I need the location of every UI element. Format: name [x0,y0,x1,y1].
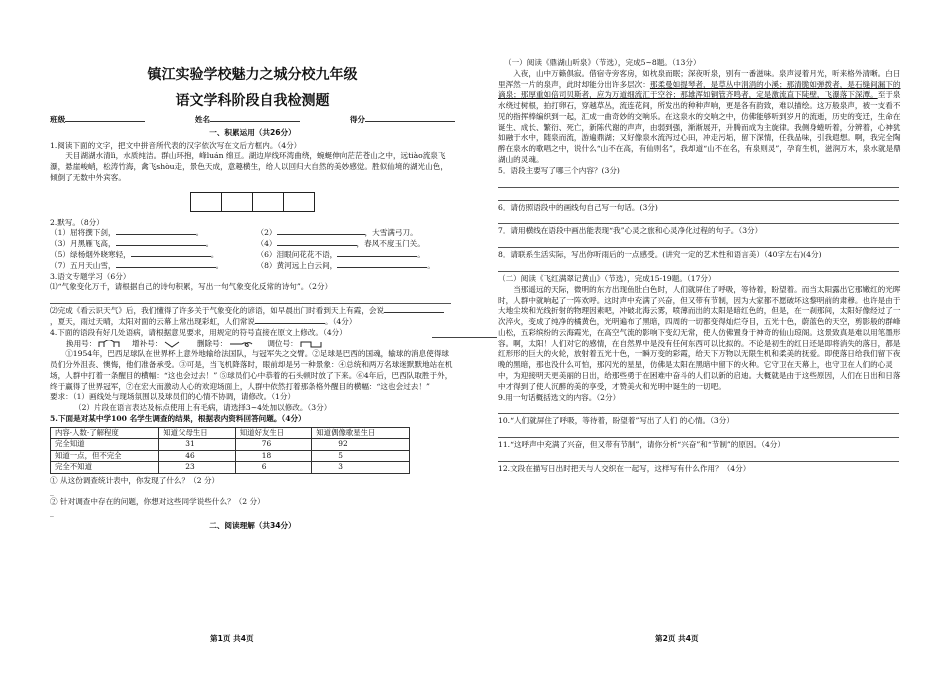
q2-prompt: 2.默写。（8分） [50,217,104,227]
table-cell: 46 [159,450,236,462]
survey-table [50,427,410,474]
answer-line[interactable] [498,190,899,201]
q2-item: （7）五月天山雪， [50,260,116,270]
q2-item: （5）绿杨烟外晓寒轻， [50,250,131,260]
table-cell: 76 [235,439,312,451]
q10: 10.“人们就屏住了呼吸，等待着，盼望着”写出了人们 的心情。（3分） [498,416,734,426]
q4-symbols: 换用号： 增补号： 删除号： 调位号： [50,339,455,350]
exam-title-line2: 语文学科阶段自我检测题 [175,93,330,109]
table-cell: 3 [312,462,410,474]
q2-item: 。 [205,239,214,249]
answer-line[interactable] [50,293,451,304]
q2-item: （3）月黑雁飞高， [50,239,116,249]
q5-part1-blank[interactable]: _ [50,486,54,496]
table-header-cell: 知道偶像歌星生日 [312,427,410,439]
answer-line[interactable] [498,213,899,224]
q5-part1: ① 从这份调查统计表中，你发现了什么？（2 分） [50,475,220,485]
q2-item: 。 [215,260,224,270]
column-divider [432,337,497,338]
table-cell: 完全知道 [51,439,159,451]
info-row [50,115,455,126]
q4-passage: ①1954年，巴西足球队在世界杯上意外地输给法国队，与冠军失之交臂。②足球是巴西的国魂，输球的消息使得球员们分外沮丧、懊悔，他们准备承受。③可是，当飞机降落时，眼前却是另一种景象：④总统和两万名球迷默默地站在机场，人群中打着一条醒目的横幅：“这也会过去！” ⑤球员们心中恭着的石头顿时放了下来。⑥4年后，巴西队取胜于外，终于赢得了世界冠军，⑦在宏大而激动人心的欢迎场面上，人群中依然打着那条格外醒目的横幅：“这也会过去！” [50,349,453,391]
replace-mark-icon [98,340,120,348]
table-header-row [51,427,410,439]
class-label: 班级 [50,115,66,124]
q1-prompt: 1.阅读下面的文字，把文中拼音所代表的汉字依次写在文后方框内。（4分） [50,140,302,150]
q11: 11.“这呼声中充满了兴奋，但又带有节制”，请你分析“兴奋”和“节制”的原因。（4分） [498,440,785,450]
q6: 6．请仿照语段中的画线句自己写一句话。(3分) [498,202,658,212]
answer-box[interactable] [190,192,222,212]
q8: 8．请联系生活实际，写出你听雨后的一点感受。(讲究一定的艺术性和语言美）（40字左右)(4分) [498,250,822,260]
exam-title-line1: 镇江实验学校魅力之城分校九年级 [147,67,358,83]
reading-2-prompt: （二）阅读《飞红满翠记黄山》（节选），完成15-19题。（17分） [498,273,716,283]
table-cell: 知道一点，但不完全 [51,450,159,462]
q5-part2: ② 针对调查中存在的问题，你想对这些同学说些什么？（2 分） [50,497,265,507]
reading-2-passage: 当那遥远的天际，微明的东方出现鱼肚白色时，人们就屏住了呼吸，等待着，盼望着。而当太阳露出它那嫩红的光晖时，人群中就响起了一阵欢呼。这时声中充满了兴奋，但又带有节制，因为大家都不愿破坏这黎明前的肃穆。也许是由于大地尘埃和光线折射的物理因素吧，冲破北海云雾，喷薄而出的太阳是暗红色的，但是，在一刹那间，太阳好像经过了一次淬火，变成了纯净的橘黄色，光明遍布了黑暗，四周的一切都变得灿烂夺目，五光十色，蔚蓝色的天空，剪影般的群峰山松，五彩缤纷的云海霞光，在高空气流的影响下变幻无常，使人仿佛置身于神奇的仙山琼阁。这景致真是难以用笔墨形容。啊，太阳！人们对它的感情，在自然界中是没有任何东西可以比拟的。不论是初生的红日还是即将消失的落日，都是红形形的巨大的火轮，放射着五光十色，一瞬万变的彩霞，给天下万物以无限生机和柔美的抚爱。即使落日给我们留下夜晚的黑暗，那也没什么可怕，那闪光的星星，仿佛是太阳在黑暗中留下的火种。它守卫在天幕上，也守卫在人们的心灵中，为迎接明天更美丽的日出，给那些勇于在困难中奋斗的人们以新的启迪。大概就是由于这些原因，人们在日出和日落中才得到了使人沉醉的美的享受，才赞美火和光明中诞生的一切吧。 [498,284,901,391]
name-field[interactable] [210,121,300,122]
table-row [51,450,410,462]
table-cell: 92 [312,439,410,451]
q3-part2-cont: ，夏天，雨过天晴，太阳对面的云幕上常出现彩虹，人们常说 。（4分） [50,316,357,326]
q9: 9.用一句话概括选文的内容。（2分） [498,392,621,402]
reading-1-passage: 入夜，山中万籁俱寂。借宿寺旁客房，如枕泉而眠；深夜听泉，别有一番滋味。泉声浸着月光，听来格外清晰。白日里浑然一片的泉声，此时却能分出许多层次：那柔曼如提琴者，是草丛中涓涓的小溪；那清脆如弹拨者，是石缝间漏下的滴泉；那厚重如倍司贝斯者，应为万道细流汇于空谷；那雄浑如铜管齐鸣者，定是激流直下陡壁，飞瀑落下深潭。至于泉水绕过树根，拍打卵石，穿越草丛，流连花间，所发出的种种声响，更是各有韵致，难以描绘。这万般泉声，被一支看不见的指挥棒编织到一起，汇成一曲奇妙的交响乐。在这泉水的交响之中，仿佛能够听到岁月的流逝，历史的变迁，生命在诞生、成长、繁衍、死亡，新陈代谢的声声，由弱到强，渐渐展开，升腾而成为主旋律。我侧身蜷听着，分辨着，心神犹如融于水中，随泉而流，游遍鼎湖；又好像泉水流泻过心田，冲走污垢，留下深情，任我品味，引我遐想。啊，我完全陶醉在泉水的歌唱之中，说什么“山不在高，有仙则名”，我却道“山不在名，有泉则灵”，孕育生机，滋润万木，泉水就是鼎湖山的灵魂。 [498,68,901,165]
q4-req1: 要求：（1）画线处与现场氛围以及球员们的心情不协调，请修改。（1分） [50,392,296,402]
table-header-cell: 知道父母生日 [159,427,236,439]
q5-part2-blank[interactable]: _ [50,508,54,518]
table-cell: 完全不知道 [51,462,159,474]
score-label: 得分 [349,115,365,124]
q2-item: 。 [427,260,435,270]
page-footer-2: 第2页 共4页 [655,634,699,643]
q1-passage: 天目湖湖水清lì，水质纯洁。群山环抱，峰luán 绵亘。湖边岸线环湾曲绕，蜿蜒伸向茫茫苍山之中，远tiào流泉飞瀑，悬崖峻峭，松涛竹海，禽飞shòu走，景色天成，意趣横生，给人以回归大自然的美妙感觉。胜似仙境的湖光山色，倾倒了无数中外宾客。 [50,151,448,182]
answer-boxes [50,192,455,212]
swap-mark-icon [300,340,322,348]
section-1-heading: 一、积累运用（共26分） [209,127,296,137]
q2-lines [50,228,455,271]
table-cell: 5 [312,450,410,462]
delete-mark-icon [229,340,253,348]
q3-part2: ⑵完成《看云识天气》后，我们懂得了许多关于气象变化的谚语，如早晨出门时看到天上有霞，会说 [50,306,455,317]
q2-item: （8）黄河远上白云间， [256,260,338,270]
q2-item: （4） [256,239,277,249]
table-cell: 31 [159,439,236,451]
page-footer-1: 第1页 共4页 [210,634,254,643]
q5-prompt: 5.下面是对某中学100 名学生调查的结果，根据表内资料回答问题。（4分） [50,413,306,423]
table-row [51,439,410,451]
section-2-heading: 二、阅读理解（共34分） [209,520,296,530]
answer-box[interactable] [252,192,284,212]
q2-item: 。 [195,228,204,238]
q2-item: 。 [210,250,219,260]
table-header-cell: 内容·人数·了解程度 [51,427,159,439]
q3-prompt: 3.语文专题学习（6分） [50,271,131,281]
q2-item: （1）屈将撰下剑， [50,228,116,238]
answer-line[interactable] [498,427,899,438]
q7: 7．请用横线在语段中画出能表现“我”心灵之旅和心灵净化过程的句子。（3分） [498,226,763,236]
q2-item: （6）泪眼问花花不语， [256,250,338,260]
q3-part1: ⑴“气象变化万千，请根据自己的诗句积累，写出一句气象变化反常的诗句”。（2分） [50,282,333,292]
q2-item: 。 [417,250,425,260]
q5-right: 5．语段主要写了哪三个内容？(3分) [498,165,620,175]
table-cell: 23 [159,462,236,474]
table-row [51,462,410,474]
answer-line[interactable] [498,451,899,462]
right-column [498,58,903,475]
class-field[interactable] [65,121,145,122]
q2-item: ，春风不度玉门关。 [356,239,425,249]
answer-line[interactable] [498,177,899,188]
q4-req2: （2）片段在语言表达及标点使用上有毛病，请选择3~4处加以修改。（3分） [74,403,332,413]
underlined-sentence: 那柔曼如提琴者，是草丛中涓涓的小溪；那清脆如弹拨者，是石缝间漏下的滴泉；那厚重如倍司贝斯者，应为万道细流汇于空谷；那雄浑如铜管齐鸣者，定是激流直下陡壁，飞瀑落下深潭。 [498,79,901,100]
table-cell: 6 [235,462,312,474]
score-field[interactable] [365,121,455,122]
q2-item: （2） [256,228,277,238]
table-header-cell: 知道好友生日 [235,427,312,439]
q12: 12.文段在描写日出时把天与人交织在一起写，这样写有什么作用？（4分） [498,463,751,473]
name-label: 姓名 [194,115,211,124]
q2-item: ，大雪满弓刀。 [364,228,418,238]
insert-mark-icon [164,340,180,348]
answer-line[interactable] [498,403,899,414]
left-column [50,115,455,534]
answer-box[interactable] [221,192,253,212]
reading-1-prompt: （一）阅读《鼎湖山听泉》（节选），完成5~8题。（13分） [504,58,701,67]
answer-box[interactable] [283,192,315,212]
q4-prompt: 4.下面的语段有好几处语病，请根据意见要求，用规定的符号直接在原文上修改。（4分） [50,327,347,337]
table-cell: 18 [235,450,312,462]
answer-line[interactable] [498,261,899,272]
answer-line[interactable] [498,237,899,248]
